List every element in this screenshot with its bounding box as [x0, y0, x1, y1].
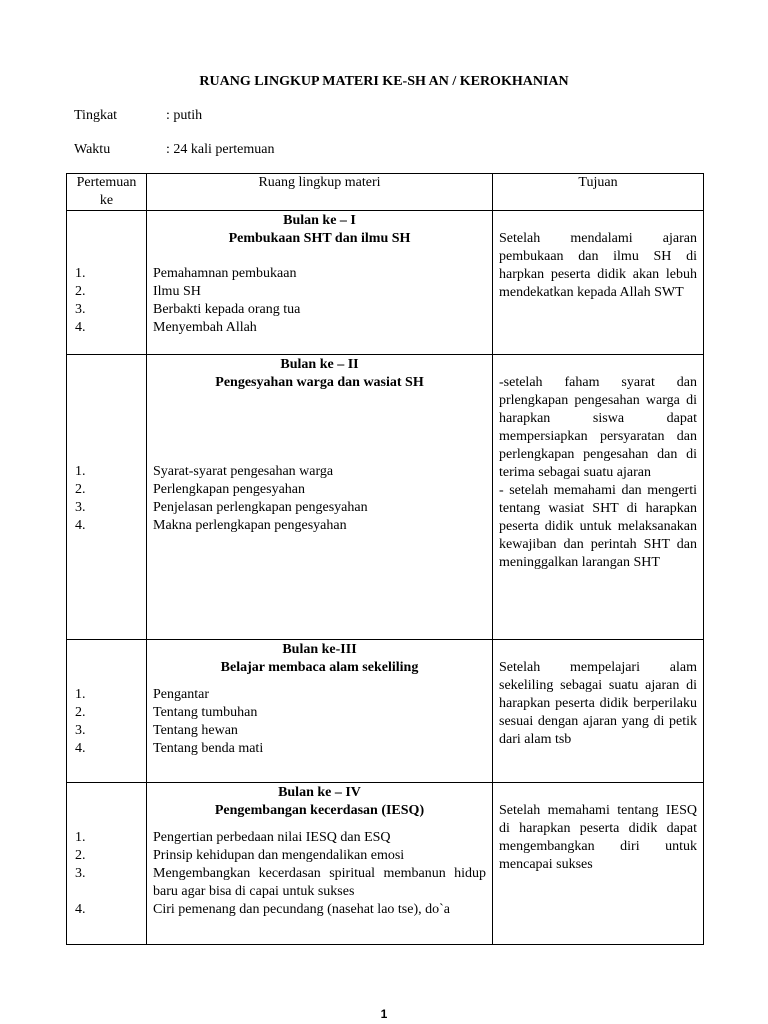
list-item: Pengantar [153, 687, 209, 702]
list-item: Makna perlengkapan pengesyahan [153, 518, 347, 533]
pertemuan-cell [67, 211, 147, 355]
pertemuan-cell [67, 355, 147, 640]
list-item: Ilmu SH [153, 284, 201, 299]
meta-tingkat [74, 107, 202, 125]
materi-cell [147, 640, 493, 783]
meta-waktu [74, 141, 274, 159]
pertemuan-cell [67, 783, 147, 945]
list-item: Ciri pemenang dan pecundang (nasehat lao tse), do`a [153, 902, 451, 917]
list-item: Prinsip kehidupan dan mengendalikan emosi [153, 848, 405, 863]
list-number: 2. [75, 482, 86, 497]
materi-list [153, 265, 486, 337]
materi-list [153, 829, 486, 919]
tingkat-label: Tingkat [74, 108, 118, 123]
list-number: 1. [75, 687, 86, 702]
materi-cell [147, 783, 493, 945]
tingkat-value: : putih [166, 108, 203, 123]
list-number: 3. [75, 866, 86, 881]
topic-label: Pembukaan SHT dan ilmu SH [228, 231, 411, 246]
tujuan-cell [493, 640, 704, 783]
list-item: Pengertian perbedaan nilai IESQ dan ESQ [153, 830, 391, 845]
tujuan-cell [493, 783, 704, 945]
list-number: 3. [75, 723, 86, 738]
topic-label: Pengesyahan warga dan wasiat SH [215, 375, 424, 390]
list-item: Tentang benda mati [153, 741, 264, 756]
list-number: 1. [75, 266, 86, 281]
list-number: 3. [75, 500, 86, 515]
list-item: Syarat-syarat pengesahan warga [153, 464, 334, 479]
waktu-label: Waktu [74, 142, 111, 157]
list-number: 4. [75, 518, 86, 533]
materi-list [153, 463, 486, 535]
number-list [75, 265, 140, 337]
materi-table [66, 173, 704, 945]
goal-text: Setelah mempelajari alam sekeliling sebagai suatu ajaran di harapkan peserta didik berperilaku sesuai dengan ajaran yang di petik dari alam tsb [499, 660, 697, 747]
list-item: Penjelasan perlengkapan pengesyahan [153, 500, 368, 515]
number-list [75, 463, 140, 535]
topic-label: Pengembangan kecerdasan (IESQ) [214, 803, 425, 818]
page-number: 1 [380, 1007, 388, 1021]
goal-text-2: - setelah memahami dan mengerti tentang wasiat SHT di harapkan peserta didik untuk melaksanakan kewajiban dan perintah SHT dan meninggalkan larangan SHT [499, 483, 697, 570]
list-item: Menyembah Allah [153, 320, 257, 335]
tujuan-cell [493, 211, 704, 355]
goal-text: Setelah memahami tentang IESQ di harapkan peserta didik dapat mengembangkan diri untuk mencapai sukses [499, 803, 697, 872]
table-row [67, 640, 704, 783]
list-number [75, 883, 140, 901]
table-row [67, 783, 704, 945]
tujuan-cell [493, 355, 704, 640]
materi-cell [147, 211, 493, 355]
list-number: 3. [75, 302, 86, 317]
materi-cell [147, 355, 493, 640]
month-label: Bulan ke – II [280, 357, 359, 372]
list-number: 4. [75, 320, 86, 335]
table-header-row [67, 174, 704, 211]
number-list [75, 829, 140, 919]
document-title: RUANG LINGKUP MATERI KE-SH AN / KEROKHANIAN [199, 74, 569, 89]
list-number: 1. [75, 830, 86, 845]
number-list [75, 686, 140, 758]
topic-label: Belajar membaca alam sekeliling [220, 660, 419, 675]
header-pertemuan: Pertemuan ke [67, 174, 147, 211]
list-item: Mengembangkan kecerdasan spiritual membanun hidup baru agar bisa di capai untuk sukses [153, 866, 486, 899]
materi-list [153, 686, 486, 758]
goal-text: Setelah mendalami ajaran pembukaan dan ilmu SH di harpkan peserta didik akan lebuh mendekatkan kepada Allah SWT [499, 231, 697, 300]
list-number: 2. [75, 284, 86, 299]
waktu-value: : 24 kali pertemuan [166, 142, 275, 157]
list-item: Berbakti kepada orang tua [153, 302, 301, 317]
pertemuan-cell [67, 640, 147, 783]
list-number: 1. [75, 464, 86, 479]
list-item: Tentang tumbuhan [153, 705, 258, 720]
table-row [67, 211, 704, 355]
list-number: 4. [75, 902, 86, 917]
goal-text: -setelah faham syarat dan prlengkapan pengesahan warga di harapkan siswa dapat mempersiapkan persyaratan dan perlengkapan pengesahan dan di terima sebagai suatu ajaran [499, 375, 697, 480]
month-label: Bulan ke – IV [278, 785, 361, 800]
list-number: 4. [75, 741, 86, 756]
list-item: Perlengkapan pengesyahan [153, 482, 305, 497]
list-item: Pemahamnan pembukaan [153, 266, 297, 281]
header-tujuan: Tujuan [493, 174, 704, 211]
header-materi: Ruang lingkup materi [147, 174, 493, 211]
list-number: 2. [75, 848, 86, 863]
table-row [67, 355, 704, 640]
list-item: Tentang hewan [153, 723, 238, 738]
month-label: Bulan ke – I [283, 213, 356, 228]
list-number: 2. [75, 705, 86, 720]
month-label: Bulan ke-III [282, 642, 357, 657]
